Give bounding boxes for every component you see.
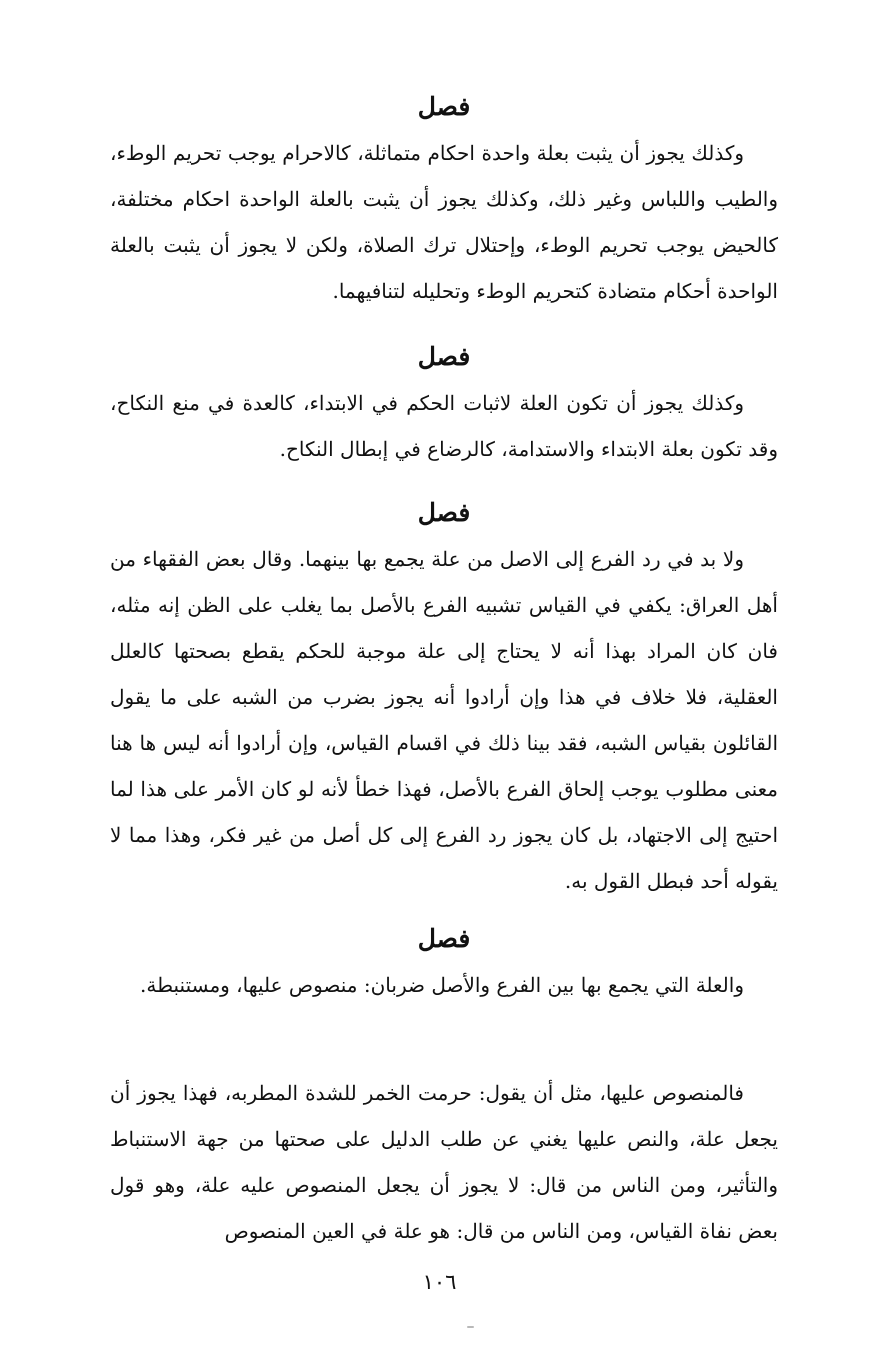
paragraph-text: والعلة التي يجمع بها بين الفرع والأصل ضربان: منصوص عليها، ومستنبطة. bbox=[140, 973, 744, 997]
section bbox=[110, 490, 778, 904]
scan-speck bbox=[467, 1326, 474, 1328]
section bbox=[110, 916, 778, 1008]
section-paragraph bbox=[110, 130, 778, 314]
section-heading: فصل bbox=[417, 92, 471, 121]
paragraph-text: وكذلك يجوز أن تكون العلة لاثبات الحكم في الابتداء، كالعدة في منع النكاح، وقد تكون بعلة الابتداء والاستدامة، كالرضاع في إبطال النكاح. bbox=[110, 391, 778, 461]
section bbox=[110, 334, 778, 472]
section-heading: فصل bbox=[417, 498, 471, 527]
paragraph-text: فالمنصوص عليها، مثل أن يقول: حرمت الخمر للشدة المطربه، فهذا يجوز أن يجعل علة، والنص عليها يغني عن طلب الدليل على صحتها من جهة الاستنباط والتأثير، ومن الناس من قال: لا يجوز أن يجعل المنصوص عليه علة، وهو قول بعض نفاة القياس، ومن الناس من قال: هو علة في العين المنصوص bbox=[110, 1081, 778, 1243]
section-paragraph bbox=[110, 1070, 778, 1254]
section-heading: فصل bbox=[417, 342, 471, 371]
section bbox=[110, 84, 778, 314]
section-heading: فصل bbox=[417, 924, 471, 953]
section-paragraph bbox=[110, 536, 778, 904]
page-number: ١٠٦ bbox=[422, 1270, 457, 1294]
paragraph-text: ولا بد في رد الفرع إلى الاصل من علة يجمع بها بينهما. وقال بعض الفقهاء من أهل العراق: يكفي في القياس تشبيه الفرع بالأصل بما يغلب على الظن إنه مثله، فان كان المراد بهذا أنه لا يحتاج إلى علة موجبة للحكم يقطع بصحتها كالعلل العقلية، فلا خلاف في هذا وإن أرادوا أنه يجوز بضرب من الشبه على ما يقول القائلون بقياس الشبه، فقد بينا ذلك في اقسام القياس، وإن أرادوا أنه ليس ها هنا معنى مطلوب يوجب إلحاق الفرع بالأصل، فهذا خطأ لأنه لو كان الأمر على هذا لما احتيج إلى الاجتهاد، بل كان يجوز رد الفرع إلى كل أصل من غير فكر، وهذا مما لا يقوله أحد فبطل القول به. bbox=[110, 547, 778, 893]
paragraph-text: وكذلك يجوز أن يثبت بعلة واحدة احكام متماثلة، كالاحرام يوجب تحريم الوطء، والطيب واللباس وغير ذلك، وكذلك يجوز أن يثبت بالعلة الواحدة احكام مختلفة، كالحيض يوجب تحريم الوطء، وإحتلال ترك الصلاة، ولكن لا يجوز أن يثبت بالعلة الواحدة أحكام متضادة كتحريم الوطء وتحليله لتنافيهما. bbox=[110, 141, 778, 303]
section-paragraph bbox=[110, 962, 778, 1008]
section-paragraph bbox=[110, 380, 778, 472]
section bbox=[110, 1070, 778, 1254]
